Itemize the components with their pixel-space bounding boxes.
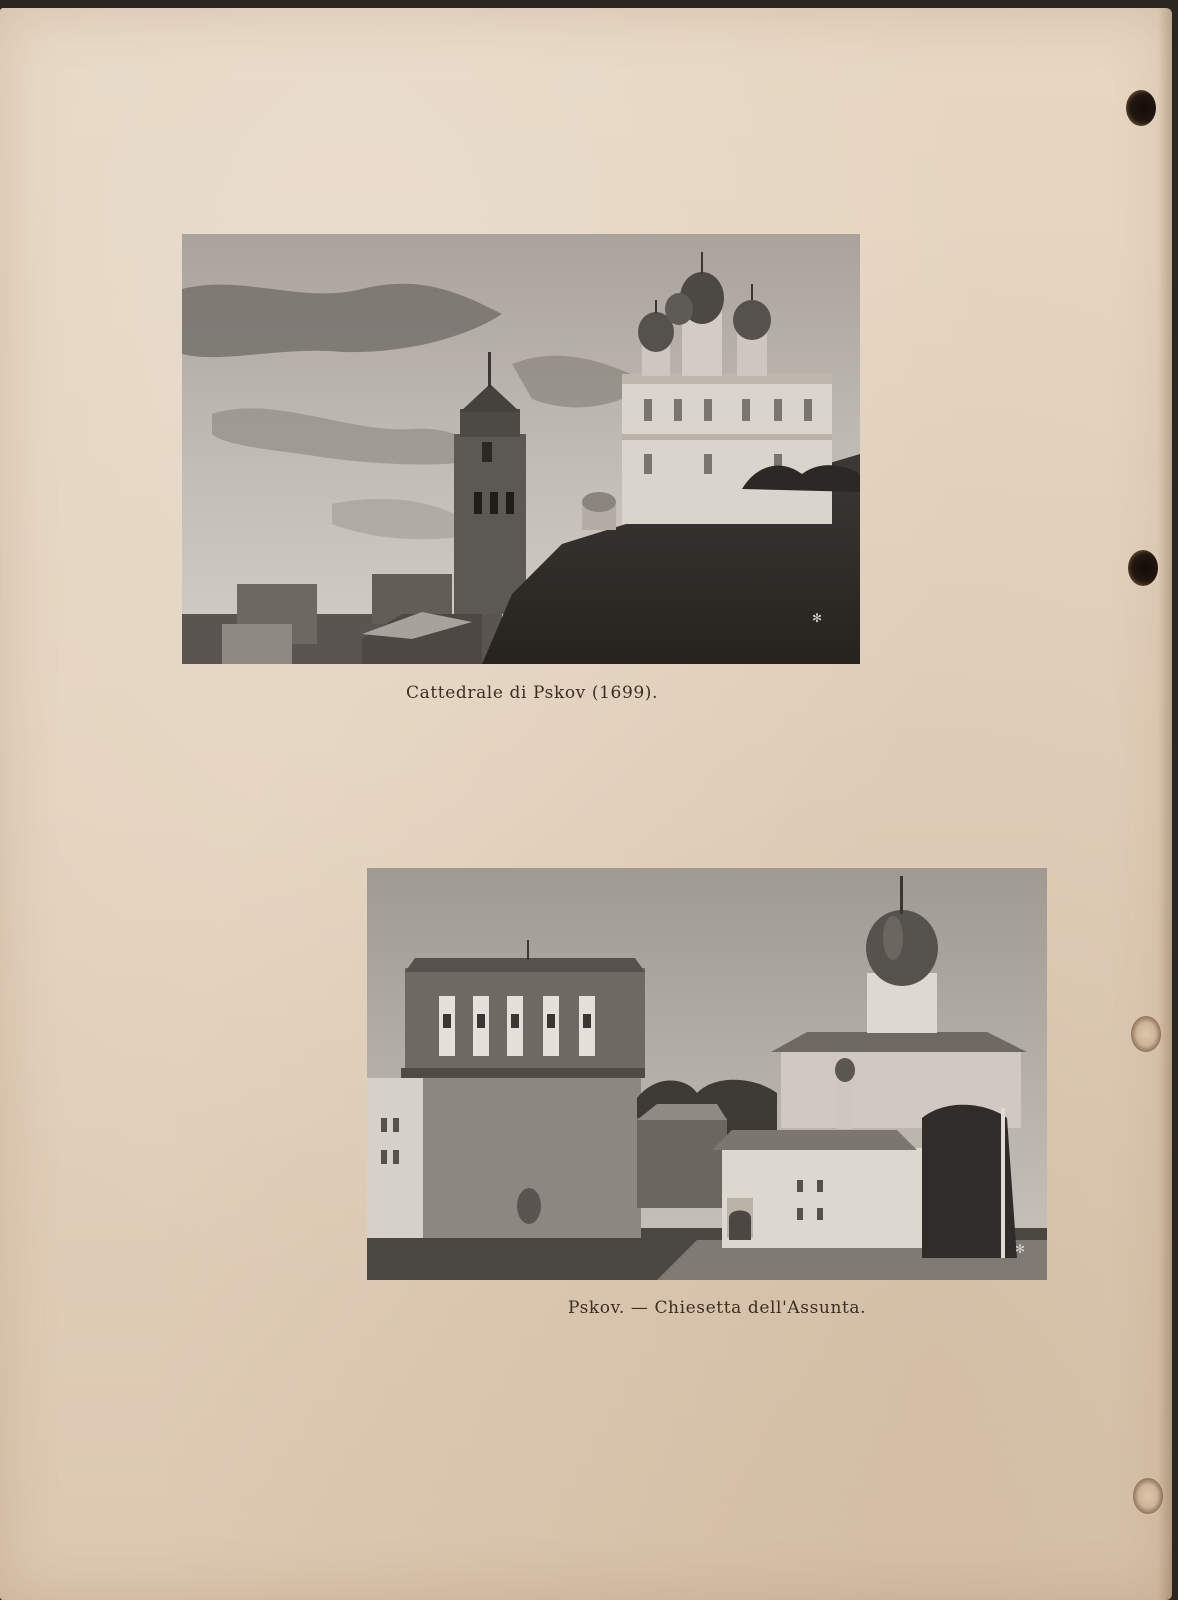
binder-hole-2: [1128, 550, 1158, 586]
svg-text:✻: ✻: [1015, 1242, 1026, 1256]
cathedral-caption: Cattedrale di Pskov (1699).: [406, 683, 659, 703]
binder-hole-4: [1133, 1478, 1163, 1514]
binder-hole-1: [1126, 90, 1156, 126]
binder-hole-3: [1131, 1016, 1161, 1052]
document-page: [0, 8, 1172, 1600]
svg-text:✻: ✻: [812, 611, 823, 625]
church-photo: [367, 868, 1047, 1280]
church-caption: Pskov. — Chiesetta dell'Assunta.: [568, 1298, 867, 1318]
cathedral-photo: [182, 234, 860, 664]
